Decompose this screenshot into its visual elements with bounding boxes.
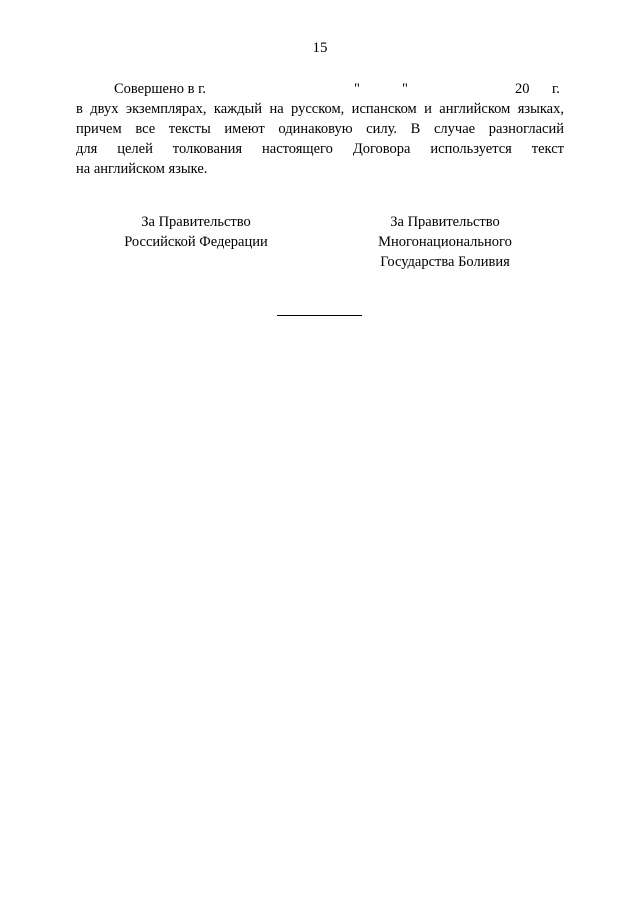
signature-line: Государства Боливия (380, 254, 510, 270)
closing-line: в двух экземплярах, каждый на русском, испанском и английском языках, (76, 101, 564, 117)
closing-line: на английском языке. (76, 161, 208, 177)
signature-line: За Правительство (390, 214, 500, 230)
page-number: 15 (312, 40, 328, 56)
signature-line: Российской Федерации (124, 234, 268, 250)
done-at-text: Совершено в г. (114, 81, 207, 97)
end-rule (277, 315, 362, 316)
year-suffix: г. (552, 81, 560, 97)
signature-line: За Правительство (141, 214, 251, 230)
open-quote: " (354, 81, 360, 97)
close-quote: " (402, 81, 408, 97)
closing-line: для целей толкования настоящего Договора используется текст (76, 141, 564, 157)
closing-first-line (76, 79, 564, 99)
signature-line: Многонационального (378, 234, 512, 250)
closing-line: причем все тексты имеют одинаковую силу. В случае разногласий (76, 121, 564, 137)
signature-block-bolivia (345, 212, 545, 272)
signature-block-russia (96, 212, 296, 252)
year-prefix: 20 (515, 81, 530, 97)
